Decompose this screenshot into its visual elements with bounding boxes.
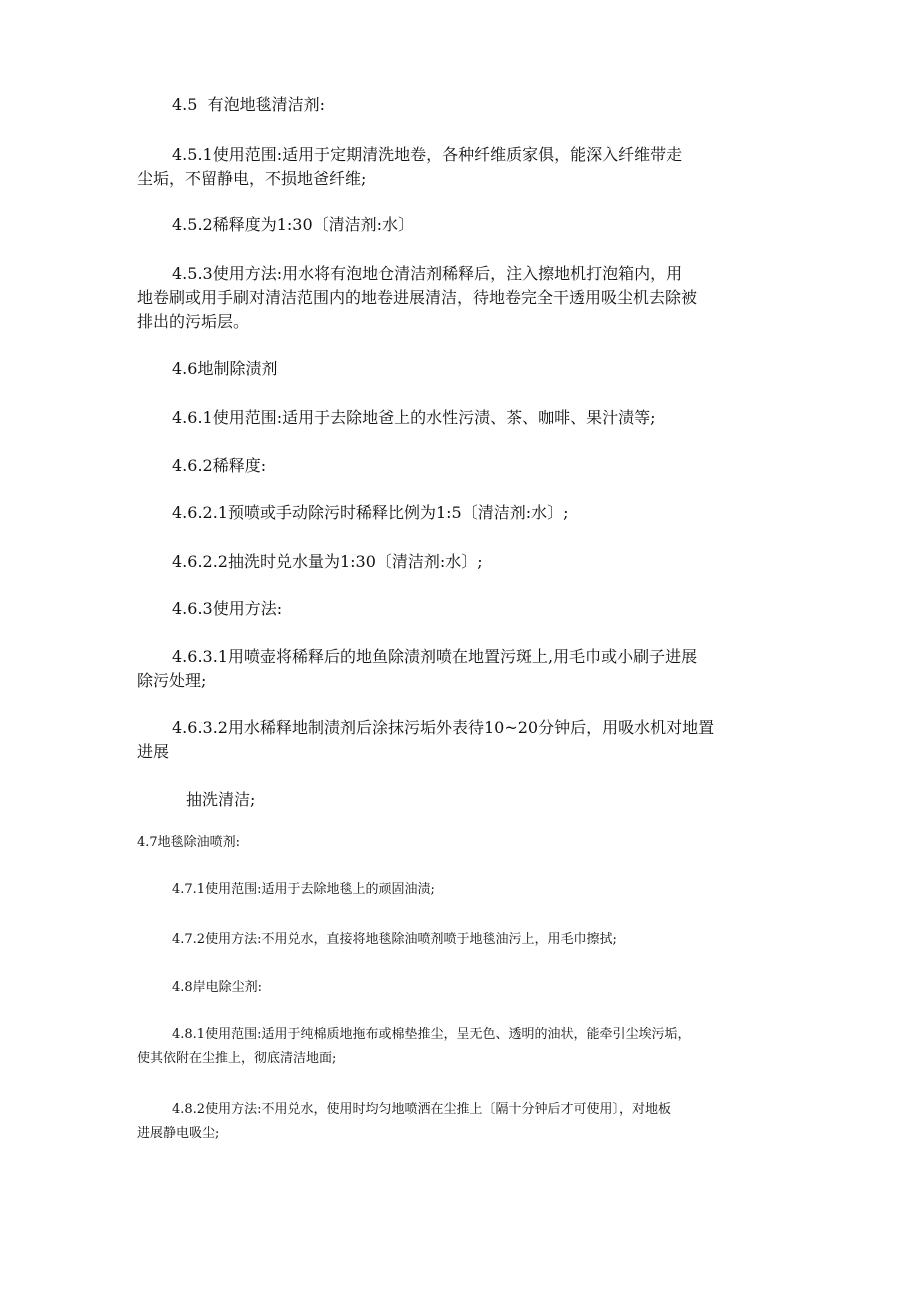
paragraph-4-6-3-2-line2: 进展 [137, 742, 170, 761]
paragraph-rinse-cleaning: 抽洗清洁; [186, 790, 256, 809]
paragraph-4-8-2-line1: 4.8.2使用方法:不用兑水，使用时均匀地喷洒在尘推上〔隔十分钟后才可使用〕，对地板 [172, 1102, 671, 1117]
paragraph-4-5-3-line3: 排出的污垢层。 [137, 312, 250, 331]
paragraph-4-6-3-1-line1: 4.6.3.1用喷壶将稀释后的地鱼除渍剂喷在地置污斑上,用毛巾或小刷子进展 [172, 647, 698, 666]
paragraph-4-8-1-line2: 使其依附在尘推上，彻底清洁地面; [137, 1051, 337, 1066]
paragraph-4-5-3-line2: 地卷刷或用手刷对清洁范围内的地卷进展清洁，待地卷完全干透用吸尘机去除被 [137, 288, 698, 307]
paragraph-4-7-1: 4.7.1使用范围:适用于去除地毯上的顽固油渍; [172, 882, 435, 897]
heading-4-7: 4.7地毯除油喷剂: [137, 835, 241, 850]
paragraph-4-7-2: 4.7.2使用方法:不用兑水，直接将地毯除油喷剂喷于地毯油污上，用毛巾擦拭; [172, 932, 617, 947]
heading-4-8: 4.8岸电除尘剂: [172, 980, 263, 995]
paragraph-4-5-1-line2: 尘垢，不留静电，不损地爸纤维; [137, 169, 367, 188]
paragraph-4-6-2: 4.6.2稀释度: [172, 456, 267, 475]
paragraph-4-5-1-line1: 4.5.1使用范围:适用于定期清洗地卷，各种纤维质家俱，能深入纤维带走 [172, 145, 683, 164]
heading-4-6: 4.6地制除渍剂 [172, 359, 278, 378]
paragraph-4-6-2-1: 4.6.2.1预喷或手动除污时稀释比例为1:5〔清洁剂:水〕; [172, 503, 569, 522]
paragraph-4-8-2-line2: 进展静电吸尘; [137, 1126, 220, 1141]
heading-4-5: 4.5 有泡地毯清洁剂: [172, 95, 326, 114]
paragraph-4-6-3: 4.6.3使用方法: [172, 599, 283, 618]
paragraph-4-8-1-line1: 4.8.1使用范围:适用于纯棉质地拖布或棉垫推尘，呈无色、透明的油状，能牵引尘埃污垢， [172, 1027, 691, 1042]
paragraph-4-6-3-1-line2: 除污处理; [137, 671, 207, 690]
paragraph-4-6-2-2: 4.6.2.2抽洗时兑水量为1:30〔清洁剂:水〕; [172, 552, 483, 571]
paragraph-4-6-3-2-line1: 4.6.3.2用水稀释地制渍剂后涂抹污垢外表待10~20分钟后，用吸水机对地置 [172, 718, 715, 737]
paragraph-4-5-3-line1: 4.5.3使用方法:用水将有泡地仓清洁剂稀释后，注入擦地机打泡箱内，用 [172, 264, 683, 283]
paragraph-4-5-2: 4.5.2稀释度为1:30〔清洁剂:水〕 [172, 215, 415, 234]
paragraph-4-6-1: 4.6.1使用范围:适用于去除地爸上的水性污渍、茶、咖啡、果汁渍等; [172, 408, 656, 427]
